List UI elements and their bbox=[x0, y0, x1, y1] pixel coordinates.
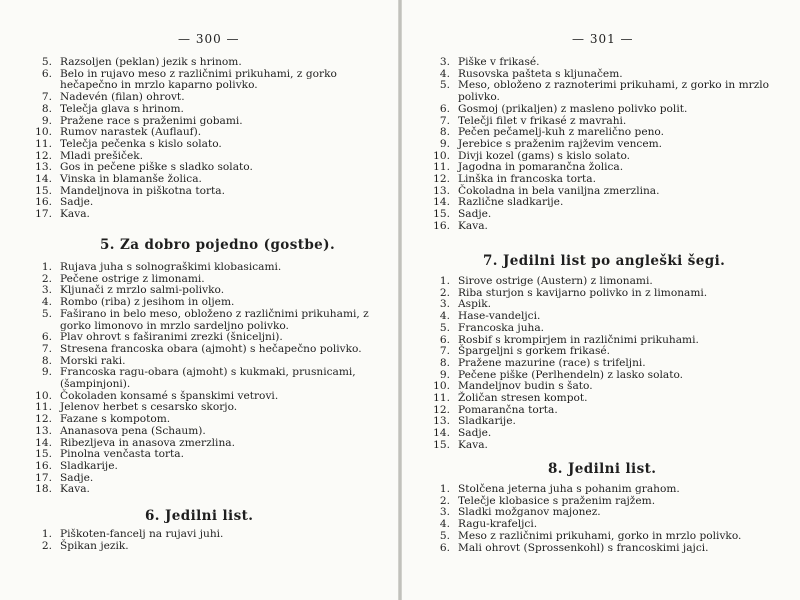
menu-item bbox=[439, 321, 770, 335]
item-number: 8. bbox=[439, 126, 450, 139]
item-text: Meso z različnimi prikuhami, gorko in mrzlo polivko. bbox=[458, 529, 742, 542]
item-text: Sladkarije. bbox=[60, 459, 118, 472]
item-number: 11. bbox=[35, 137, 52, 150]
item-number: 13. bbox=[35, 424, 52, 437]
item-number: 7. bbox=[439, 114, 450, 127]
menu-item bbox=[439, 275, 770, 288]
menu-item bbox=[35, 196, 378, 209]
menu-item bbox=[433, 173, 770, 186]
item-number: 8. bbox=[439, 356, 450, 369]
item-number: 8. bbox=[41, 102, 52, 115]
menu-item bbox=[439, 79, 770, 104]
item-number: 1. bbox=[439, 275, 450, 287]
item-text: Čokoladen konsamé s španskimi vetrovi. bbox=[60, 389, 279, 402]
item-text: Belo in rujavo meso z različnimi prikuhami, z gorko hečapečno in mrzlo kaparno polivko. bbox=[60, 67, 337, 92]
item-text: Rumov narastek (Auflauf). bbox=[60, 126, 202, 139]
menu-item bbox=[439, 541, 770, 555]
item-number: 2. bbox=[41, 272, 52, 285]
menu-item bbox=[41, 261, 378, 274]
item-text: Sadje. bbox=[60, 471, 94, 484]
menu-item bbox=[439, 137, 770, 151]
item-text: Pečen pečamelj-kuh z marelično peno. bbox=[458, 126, 664, 139]
item-number: 3. bbox=[439, 56, 450, 68]
item-text: Špargeljni s gorkem frikasé. bbox=[458, 345, 611, 358]
item-text: Rusovska pašteta s kljunačem. bbox=[458, 67, 623, 80]
item-text: Gosmoj (prikaljen) z masleno polivko polit. bbox=[458, 102, 688, 115]
item-number: 12. bbox=[35, 413, 52, 426]
item-text: Meso, obloženo z raznoterimi prikuhami, z gorko in mrzlo polivko. bbox=[458, 79, 770, 104]
menu-item bbox=[433, 219, 770, 233]
item-number: 2. bbox=[41, 539, 52, 552]
menu-item bbox=[35, 424, 378, 438]
item-number: 9. bbox=[439, 137, 450, 150]
item-text: Nadevén (filan) ohrovt. bbox=[60, 91, 185, 104]
item-text: Kava. bbox=[458, 219, 488, 232]
item-text: Sladki možganov majonez. bbox=[458, 506, 601, 519]
menu-item bbox=[41, 539, 378, 553]
item-number: 8. bbox=[41, 354, 52, 367]
item-text: Rosbif s krompirjem in različnimi prikuhami. bbox=[458, 333, 699, 346]
section-heading-5: 5. Za dobro pojedno (gostbe). bbox=[100, 237, 336, 253]
item-text: Sirove ostrige (Austern) z limonami. bbox=[458, 275, 653, 287]
item-number: 4. bbox=[439, 67, 450, 80]
item-number: 11. bbox=[35, 401, 52, 414]
item-text: Stolčena jeterna juha s pohanim grahom. bbox=[458, 483, 680, 495]
item-number: 2. bbox=[439, 286, 450, 299]
item-number: 12. bbox=[433, 173, 450, 186]
item-text: Piškoten-fancelj na rujavi juhi. bbox=[60, 528, 224, 540]
item-text: Piške v frikasé. bbox=[458, 56, 540, 68]
menu-item bbox=[439, 529, 770, 543]
menu-item bbox=[35, 471, 378, 485]
menu-item bbox=[35, 137, 378, 151]
item-number: 9. bbox=[41, 366, 52, 379]
item-text: Ragu-krafeljci. bbox=[458, 518, 538, 531]
item-number: 4. bbox=[439, 310, 450, 323]
item-text: Pražene race s praženimi gobami. bbox=[60, 114, 243, 127]
item-number: 6. bbox=[439, 333, 450, 346]
item-number: 13. bbox=[433, 415, 450, 428]
item-text: Mandeljnova in piškotna torta. bbox=[60, 184, 225, 197]
item-text: Mali ohrovt (Sprossenkohl) s francoskimi jajci. bbox=[458, 541, 709, 554]
item-text: Jagodna in pomarančna žolica. bbox=[458, 161, 624, 174]
item-number: 14. bbox=[433, 427, 450, 440]
item-text: Razsoljen (peklan) jezik s hrinom. bbox=[60, 56, 242, 68]
menu-item bbox=[41, 366, 378, 391]
item-text: Jerebice s praženim rajževim vencem. bbox=[458, 137, 663, 150]
item-text: Hase-vandeljci. bbox=[458, 310, 541, 323]
item-number: 5. bbox=[41, 307, 52, 320]
menu-item bbox=[439, 56, 770, 69]
item-number: 12. bbox=[433, 403, 450, 416]
item-number: 6. bbox=[439, 102, 450, 115]
item-text: Različne sladkarije. bbox=[458, 196, 564, 209]
item-text: Morski raki. bbox=[60, 354, 126, 367]
item-text: Sladkarije. bbox=[458, 415, 516, 428]
menu-item bbox=[439, 286, 770, 300]
item-number: 1. bbox=[41, 528, 52, 540]
item-text: Fazane s kompotom. bbox=[60, 413, 171, 426]
item-number: 11. bbox=[433, 392, 450, 405]
item-text: Ananasova pena (Schaum). bbox=[60, 424, 206, 437]
menu-item bbox=[35, 459, 378, 473]
menu-item bbox=[35, 173, 378, 186]
menu-item bbox=[433, 415, 770, 428]
item-number: 15. bbox=[433, 208, 450, 221]
item-number: 15. bbox=[35, 184, 52, 197]
item-number: 18. bbox=[35, 483, 52, 496]
item-text: Pražene mazurine (race) s trifeljni. bbox=[458, 356, 646, 369]
menu-item bbox=[433, 392, 770, 405]
menu-item bbox=[41, 56, 378, 69]
item-number: 1. bbox=[41, 261, 52, 273]
item-number: 9. bbox=[439, 368, 450, 381]
item-text: Sadje. bbox=[458, 427, 492, 440]
item-text: Kava. bbox=[60, 208, 90, 221]
item-text: Telečje klobasice s praženim rajžem. bbox=[458, 494, 656, 507]
section-heading-7: 7. Jedilni list po angleški šegi. bbox=[483, 253, 726, 269]
item-text: Kava. bbox=[60, 483, 90, 496]
item-number: 15. bbox=[35, 448, 52, 461]
item-text: Telečja pečenka s kislo solato. bbox=[60, 137, 222, 150]
item-number: 10. bbox=[433, 149, 450, 162]
item-number: 5. bbox=[439, 321, 450, 334]
item-number: 10. bbox=[35, 389, 52, 402]
item-number: 3. bbox=[41, 284, 52, 297]
menu-item bbox=[439, 102, 770, 116]
item-number: 3. bbox=[439, 506, 450, 519]
item-number: 7. bbox=[41, 91, 52, 104]
item-text: Faširano in belo meso, obloženo z različnimi prikuhami, z gorko limonovo in mrzlo sardeljno polivko. bbox=[60, 307, 369, 332]
menu-item bbox=[433, 208, 770, 221]
section-8-list bbox=[439, 483, 770, 554]
item-text: Pomarančna torta. bbox=[458, 403, 558, 416]
item-text: Rujava juha s solnograškimi klobasicami. bbox=[60, 261, 282, 273]
item-text: Špikan jezik. bbox=[60, 539, 129, 552]
item-number: 7. bbox=[439, 345, 450, 358]
item-text: Jelenov herbet s cesarsko skorjo. bbox=[60, 401, 238, 414]
right-list-continued bbox=[433, 56, 770, 233]
menu-item bbox=[41, 528, 378, 541]
item-number: 6. bbox=[41, 67, 52, 80]
item-text: Linška in francoska torta. bbox=[458, 173, 596, 186]
item-number: 2. bbox=[439, 494, 450, 507]
item-number: 5. bbox=[41, 56, 52, 68]
item-text: Kljunači z mrzlo salmi-polivko. bbox=[60, 284, 225, 297]
item-number: 6. bbox=[439, 541, 450, 554]
item-number: 12. bbox=[35, 149, 52, 162]
item-text: Čokoladna in bela vaniljna zmerzlina. bbox=[458, 184, 660, 197]
item-text: Žoličan stresen kompot. bbox=[458, 392, 588, 405]
item-text: Sadje. bbox=[458, 208, 492, 221]
item-number: 17. bbox=[35, 471, 52, 484]
item-text: Divji kozel (gams) s kislo solato. bbox=[458, 149, 631, 162]
item-text: Vinska in blamanše žolica. bbox=[60, 173, 202, 186]
item-text: Francoska juha. bbox=[458, 321, 545, 334]
section-6-list bbox=[41, 528, 378, 552]
section-5-list bbox=[35, 261, 378, 496]
item-text: Pečene ostrige z limonami. bbox=[60, 272, 205, 285]
menu-item bbox=[35, 184, 378, 198]
item-number: 17. bbox=[35, 208, 52, 221]
item-text: Kava. bbox=[458, 438, 488, 451]
item-text: Gos in pečene piške s sladko solato. bbox=[60, 161, 253, 174]
menu-item bbox=[439, 356, 770, 370]
menu-item bbox=[35, 208, 378, 221]
item-number: 7. bbox=[41, 342, 52, 355]
item-text: Aspik. bbox=[458, 298, 492, 311]
item-text: Plav ohrovt s faširanimi zrezki (šniceljni). bbox=[60, 331, 283, 344]
item-number: 14. bbox=[433, 196, 450, 209]
item-text: Pečene piške (Perlhendeln) z lasko solato. bbox=[458, 368, 684, 381]
left-list-continued bbox=[35, 56, 378, 221]
item-number: 3. bbox=[439, 298, 450, 311]
item-number: 6. bbox=[41, 331, 52, 344]
item-text: Telečja glava s hrinom. bbox=[60, 102, 184, 115]
menu-item bbox=[439, 483, 770, 496]
page-number-left: — 300 — bbox=[178, 32, 240, 46]
item-text: Mladi prešiček. bbox=[60, 149, 144, 162]
item-number: 16. bbox=[433, 219, 450, 232]
menu-item bbox=[41, 342, 378, 356]
item-text: Stresena francoska obara (ajmoht) s hečapečno polivko. bbox=[60, 342, 362, 355]
item-number: 5. bbox=[439, 529, 450, 542]
menu-item bbox=[433, 196, 770, 209]
item-number: 11. bbox=[433, 161, 450, 174]
item-text: Mandeljnov budin s šato. bbox=[458, 380, 593, 393]
menu-item bbox=[35, 483, 378, 496]
item-text: Rombo (riba) z jesihom in oljem. bbox=[60, 296, 235, 309]
item-number: 4. bbox=[41, 296, 52, 309]
menu-item bbox=[41, 67, 378, 92]
item-number: 1. bbox=[439, 483, 450, 495]
item-text: Francoska ragu-obara (ajmoht) s kukmaki, prusnicami, (šampinjoni). bbox=[60, 366, 356, 391]
item-number: 9. bbox=[41, 114, 52, 127]
item-number: 10. bbox=[433, 380, 450, 393]
item-text: Pinolna venčasta torta. bbox=[60, 448, 184, 461]
menu-item bbox=[433, 438, 770, 452]
item-number: 14. bbox=[35, 173, 52, 186]
menu-item bbox=[41, 102, 378, 116]
menu-item bbox=[433, 427, 770, 440]
section-heading-8: 8. Jedilni list. bbox=[548, 461, 657, 477]
item-text: Ribezljeva in anasova zmerzlina. bbox=[60, 436, 235, 449]
item-text: Sadje. bbox=[60, 196, 94, 209]
item-number: 4. bbox=[439, 518, 450, 531]
item-text: Telečji filet v frikasé z mavrahi. bbox=[458, 114, 627, 127]
section-heading-6: 6. Jedilni list. bbox=[145, 508, 254, 524]
item-number: 13. bbox=[35, 161, 52, 174]
item-number: 16. bbox=[35, 196, 52, 209]
section-7-list bbox=[433, 275, 770, 452]
page-number-right: — 301 — bbox=[572, 32, 634, 46]
item-number: 13. bbox=[433, 184, 450, 197]
item-number: 14. bbox=[35, 436, 52, 449]
item-number: 16. bbox=[35, 459, 52, 472]
item-number: 15. bbox=[433, 438, 450, 451]
menu-item bbox=[41, 307, 378, 332]
item-text: Riba sturjon s kavijarno polivko in z limonami. bbox=[458, 286, 708, 299]
item-number: 5. bbox=[439, 79, 450, 92]
item-number: 10. bbox=[35, 126, 52, 139]
